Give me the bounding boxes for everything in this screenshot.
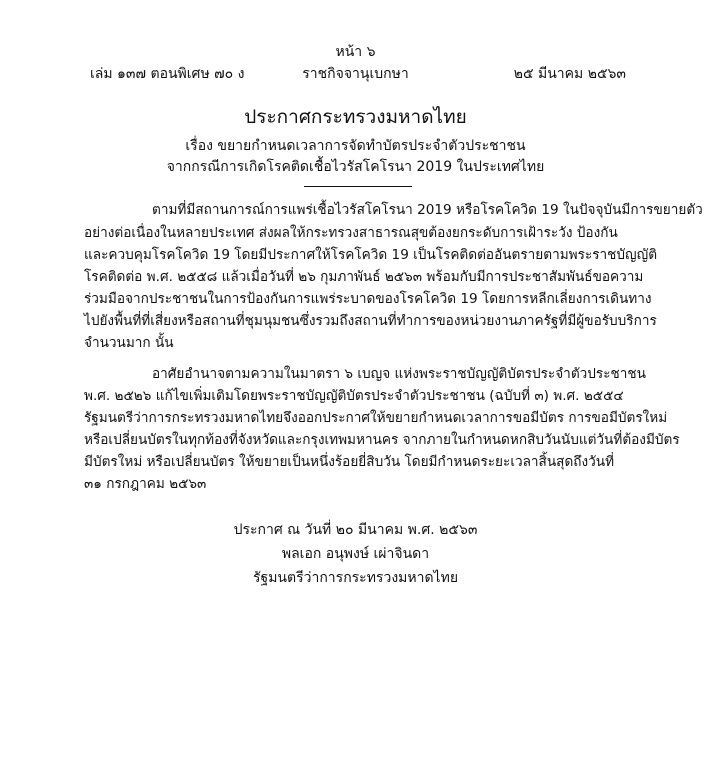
text-line: ไปยังพื้นที่ที่เสี่ยงหรือสถานที่ชุมนุมชนซึ่งรวมถึงสถานที่ทำการของหน่วยงานภาครัฐที่มีผู้ขอรับบริการ [84, 313, 657, 329]
text-line: และควบคุมโรคโควิด 19 โดยมีประกาศให้โรคโควิด 19 เป็นโรคติดต่ออันตรายตามพระราชบัญญัติ [84, 247, 658, 263]
page-number: หน้า ๖ [335, 44, 376, 60]
gazette-name: ราชกิจจานุเบกษา [302, 66, 409, 82]
text-line: จำนวนมาก นั้น [84, 335, 174, 351]
subject-line-2: จากกรณีการเกิดโรคติดเชื้อไวรัสโคโรนา 2019 ในประเทศไทย [166, 159, 545, 175]
volume-info: เล่ม ๑๓๗ ตอนพิเศษ ๗๐ ง [90, 66, 245, 82]
text-line: หรือเปลี่ยนบัตรในทุกท้องที่จังหวัดและกรุงเทพมหานคร จากภายในกำหนดหกสิบวันนับแต่วันที่ต้องมีบัตร [84, 432, 680, 448]
text-line: โรคติดต่อ พ.ศ. ๒๕๕๘ แล้วเมื่อวันที่ ๒๖ กุมภาพันธ์ ๒๕๖๓ พร้อมกับมีการประชาสัมพันธ์ขอความ [84, 269, 644, 285]
signatory-position: รัฐมนตรีว่าการกระทรวงมหาดไทย [252, 570, 459, 586]
text-line: อย่างต่อเนื่องในหลายประเทศ ส่งผลให้กระทรวงสาธารณสุขต้องยกระดับการเฝ้าระวัง ป้องกัน [84, 225, 618, 241]
subject-line-1: เรื่อง ขยายกำหนดเวลาการจัดทำบัตรประจำตัวประชาชน [185, 138, 526, 154]
text-line: รัฐมนตรีว่าการกระทรวงมหาดไทยจึงออกประกาศให้ขยายกำหนดเวลาการขอมีบัตร การขอมีบัตรใหม่ [84, 410, 668, 426]
text-line: อาศัยอำนาจตามความในมาตรา ๖ เบญจ แห่งพระราชบัญญัติบัตรประจำตัวประชาชน [152, 366, 646, 382]
text-line: มีบัตรใหม่ หรือเปลี่ยนบัตร ให้ขยายเป็นหนึ่งร้อยยี่สิบวัน โดยมีกำหนดระยะเวลาสิ้นสุดถึงวันที่ [84, 454, 615, 470]
text-line: ร่วมมือจากประชาชนในการป้องกันการแพร่ระบาดของโรคโควิด 19 โดยการหลีกเลี่ยงการเดินทาง [84, 291, 652, 307]
text-line: ๓๑ กรกฎาคม ๒๕๖๓ [84, 476, 207, 492]
signatory-name: พลเอก อนุพงษ์ เผ่าจินดา [281, 546, 430, 562]
text-line: ตามที่มีสถานการณ์การแพร่เชื้อไวรัสโคโรนา 2019 หรือโรคโควิด 19 ในปัจจุบันมีการขยายตัว [152, 202, 703, 218]
announcement-title: ประกาศกระทรวงมหาดไทย [244, 106, 467, 128]
publication-date: ๒๕ มีนาคม ๒๕๖๓ [513, 66, 626, 82]
title-divider [304, 186, 412, 187]
announcement-date: ประกาศ ณ วันที่ ๒๐ มีนาคม พ.ศ. ๒๕๖๓ [233, 522, 478, 538]
text-line: พ.ศ. ๒๕๒๖ แก้ไขเพิ่มเติมโดยพระราชบัญญัติบัตรประจำตัวประชาชน (ฉบับที่ ๓) พ.ศ. ๒๕๕๔ [84, 388, 624, 404]
